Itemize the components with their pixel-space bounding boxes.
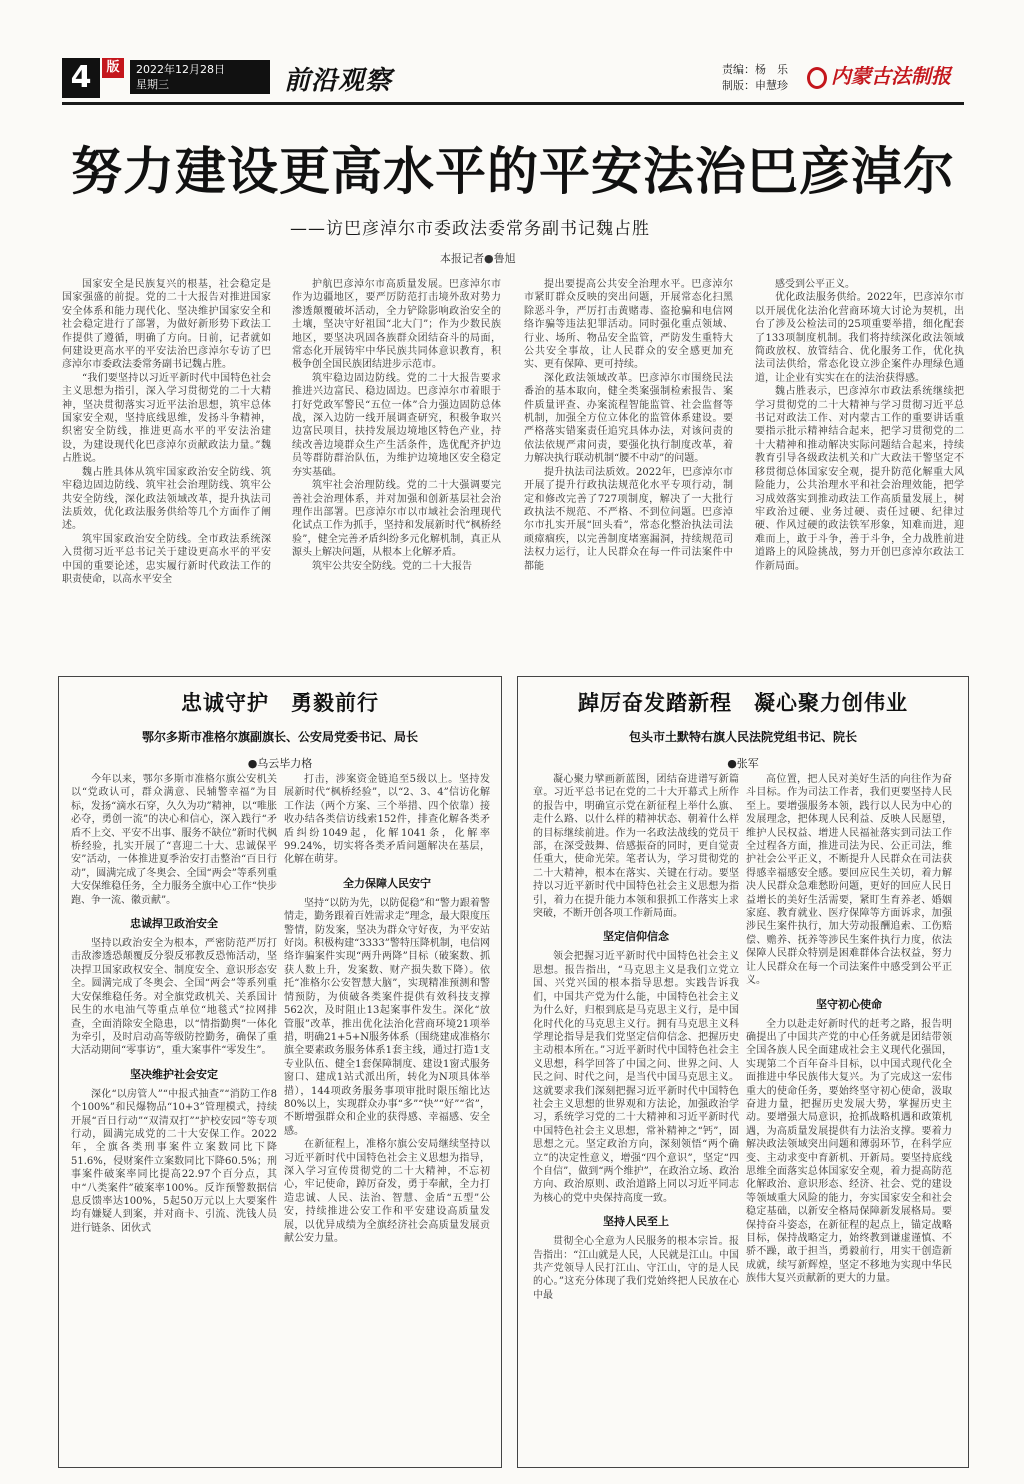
article-paragraph: 魏占胜表示，巴彦淖尔市政法系统继续把学习贯彻党的二十大精神与学习贯彻习近平总书记对政法工作、对内蒙古工作的重要讲话重要指示批示精神结合起来，把学习贯彻党的二十大精神和推动解决实际问题结合起来，持续教育引导各级政法机关和广大政法干警坚定不移贯彻总体国家安全观，提升防范化解重大风险能力，公共治理水平和社会治理效能，把学习成效落实到推动政法工作高质量发展上，树牢政治过硬、业务过硬、责任过硬、纪律过硬、作风过硬的政法铁军形象，知难而进，迎难而上，敢于斗争，善于斗争，全力战胜前进道路上的风险挑战，努力开创巴彦淖尔政法工作新局面。 bbox=[755, 386, 964, 572]
left-box-subtitle: 鄂尔多斯市准格尔旗副旗长、公安局党委书记、局长 bbox=[141, 730, 418, 744]
body-paragraph: 在新征程上，准格尔旗公安局继续坚持以习近平新时代中国特色社会主义思想为指导，深入学习宣传贯彻党的二十大精神，不忘初心，牢记使命，踔厉奋发，勇于奉献，全力打造忠诚、人民、法治、智慧、金盾“五型”公安，持续推进公安工作和平安建设高质量发展，以优异成绩为全旗经济社会高质量发展贡献公安力量。 bbox=[284, 1139, 490, 1244]
section-heading: 忠诚捍卫政治安全 bbox=[130, 917, 218, 931]
right-box-column-1 bbox=[533, 773, 739, 1433]
page-header bbox=[62, 58, 962, 100]
body-paragraph: 高位置，把人民对美好生活的向往作为奋斗目标。作为司法工作者，我们更要坚持人民至上。要增强服务本领，践行以人民为中心的发展理念，把体现人民利益、反映人民愿望，维护人民权益、增进人民福祉落实到司法工作全过程各方面，推进司法为民、公正司法，维护社会公平正义，不断提升人民群众在司法获得感幸福感安全感。要回应民生关切，着力解决人民群众急难愁盼问题，更好的回应人民日益增长的美好生活需要，紧盯生育养老、婚姻家庭、教育就业、医疗保障等方面诉求，加强涉民生案件执行，加大劳动报酬追索、工伤赔偿、赡养、抚养等涉民生案件执行力度，依法保障人民群众特别是困难群体合法权益，努力让人民群众在每一个司法案件中感受到公平正义。 bbox=[746, 774, 952, 987]
article-byline: 本报记者●鲁旭 bbox=[440, 252, 516, 265]
article-body bbox=[62, 278, 964, 643]
body-paragraph: 领会把握习近平新时代中国特色社会主义思想。报告指出，“马克思主义是我们立党立国、兴党兴国的根本指导思想。实践告诉我们，中国共产党为什么能，中国特色社会主义为什么好，归根到底是马克思主义行，是中国化时代化的马克思主义行。拥有马克思主义科学理论指导是我们党坚定信仰信念、把握历史主动根本所在。”习近平新时代中国特色社会主义思想，科学回答了中国之问、世界之问、人民之问、时代之问，是当代中国马克思主义。这就要求我们深刻把握习近平新时代中国特色社会主义思想的世界观和方法论，加强政治学习，系统学习党的二十大精神和习近平新时代中国特色社会主义思想，常补精神之“钙”，固思想之元。坚定政治方向，深刻领悟“两个确立”的决定性意义，增强“四个意识”，坚定“四个自信”，做到“两个维护”，在政治立场、政治方向、政治原则、政治道路上同以习近平同志为核心的党中央保持高度一致。 bbox=[533, 951, 739, 1204]
logo-mark-icon bbox=[807, 67, 827, 89]
header-rule bbox=[62, 102, 964, 105]
editor-name: 责编：杨 乐 bbox=[722, 63, 788, 76]
right-box-subtitle: 包头市土默特右旗人民法院党组书记、院长 bbox=[628, 730, 857, 744]
editor-credits bbox=[722, 62, 788, 94]
ban-label: 版 bbox=[102, 58, 124, 78]
right-box-column-2 bbox=[746, 773, 952, 1433]
article-paragraph: 筑牢国家政治安全防线。全市政法系统深入贯彻习近平总书记关于建设更高水平的平安中国的重要论述，忠实履行新时代政法工作的职责使命，以高水平安全 bbox=[62, 533, 271, 585]
article-paragraph: 筑牢社会治理防线。党的二十大强调要完善社会治理体系，并对加强和创新基层社会治理作出部署。巴彦淖尔市以市域社会治理现代化试点工作为抓手，坚持和发展新时代“枫桥经验”，健全完善矛盾纠纷多元化解机制，真正从源头上解决问题，从根本上化解矛盾。 bbox=[292, 480, 501, 559]
article-paragraph: 深化政法领域改革。巴彦淖尔市围绕民法番治的基本取向，健全类案强制检索报告、案件质量评查、办案流程智能监管、社会监督等机制，加强全方位立体化的监管体系建设。要严格落实错案责任追究具体办法，对该问责的依法依规严肃问责，要强化执行制度改革，着力解决执行联动机制“腰不中动”的问题。 bbox=[524, 372, 733, 465]
left-box-title: 忠诚守护 勇毅前行 bbox=[181, 691, 379, 715]
body-paragraph: 全力以赴走好新时代的赶考之路，报告明确提出了中国共产党的中心任务就是团结带领全国各族人民全面建成社会主义现代化强国，实现第二个百年奋斗目标，以中国式现代化全面推进中华民族伟大复兴。为了完成这一宏伟重大的使命任务，要始终坚守初心使命，汲取奋进力量，把握历史发展大势，掌握历史主动。要增强大局意识，抢抓战略机遇和政策机遇，为高质量发展提供有力法治支撑。要着力解决政法领域突出问题和薄弱环节，在科学应变、主动求变中育新机、开新局。要坚持底线思维全面落实总体国家安全观，着力提高防范化解政治、意识形态、经济、社会、党的建设等领域重大风险的能力，夯实国家安全和社会稳定基础，以新安全格局保障新发展格局。要保持奋斗姿态，在新征程的起点上，锚定战略目标，保持战略定力，始终教到谦虚谨慎、不骄不躁，敢于担当，勇毅前行，用实干创造新成就，续写新辉煌，坚定不移地为实现中华民族伟大复兴贡献新的更大的力量。 bbox=[746, 1018, 952, 1285]
section-heading: 坚持人民至上 bbox=[603, 1215, 669, 1229]
article-column-4 bbox=[755, 278, 964, 643]
article-paragraph: 优化政法服务供给。2022年，巴彦淖尔市以开展优化法治化营商环境大讨论为契机，出台了涉及公检法司的25项重要举措，细化配套了133项制度机制。我们将持续深化政法领域简政放权、放管结合、优化服务工作，优化执法司法供给，常态化设立涉企案件办理绿色通道，让企业有实实在在的法治获得感。 bbox=[755, 292, 964, 384]
date-box bbox=[130, 60, 270, 94]
body-paragraph: 坚持以政治安全为根本，严密防范严厉打击敌渗透恐颠覆反分裂反邪教反恐怖活动，坚决捍卫国家政权安全、制度安全、意识形态安全。圆满完成了冬奥会、全国“两会”等系列重大安保维稳任务。对全旗党政机关、关系国计民生的水电油气等重点单位“地毯式”拉网排查，全面消除安全隐患，以“情指勤舆”一体化为牵引，及时启动高等级防控勤务，确保了重大活动期间“零事访”，重大案事件“零发生”。 bbox=[71, 938, 277, 1057]
section-heading: 坚守初心使命 bbox=[816, 997, 882, 1011]
body-paragraph: 坚持“以防为先，以防促稳”和“警力跟着警情走，勤务跟着百姓需求走”理念，最大限度压警情，防发案，坚决为群众守好夜，为平安站好岗。积极构建“3333”警特压降机制，电信网络诈骗案件实现“两升两降”目标（破案数、抓获人数上升，发案数、财产损失数下降）。依托“准格尔公安智慧大脑”，实现精准预测和警情预防，为侦破各类案件提供有效科技支撑562次，及时阻止13起案事件发生。深化“放管服”改革，推出优化法治化营商环境21项举措，明确21+5+N服务体系（围绕建成准格尔旗全要素政务服务体系1套主线，通过打造1支专业队伍、健全1套保障制度、建设1窗式服务窗口、建成1站式派出所，转化为N项具体举措），144项政务服务事项审批时限压缩比达80%以上，实现群众办事“多”“快”“好”“省”，不断增强群众和企业的获得感、幸福感、安全感。 bbox=[284, 897, 490, 1137]
section-heading: 坚定信仰信念 bbox=[603, 930, 669, 944]
article-paragraph: 提升执法司法质效。2022年，巴彦淖尔市开展了提升行政执法规范化水平专项行动，制定和修改完善了727项制度，解决了一大批行政执法不规范、不严格、不到位问题。巴彦淖尔市扎实开展“回头看”，常态化整治执法司法顽瘴痼疾，以完善制度堵塞漏洞，持续规范司法权力运行，让人民群众在每一件司法案件中都能 bbox=[524, 466, 733, 572]
article-paragraph: 护航巴彦淖尔市高质量发展。巴彦淖尔市作为边疆地区，要严厉防范打击境外敌对势力渗透颠覆破坏活动，全力铲除影响政治安全的土壤，坚决守好祖国“北大门”；作为少数民族地区，要坚决巩固各族群众团结奋斗的局面，常态化开展铸牢中华民族共同体意识教育，积极争创全国民族团结进步示范市。 bbox=[292, 279, 501, 371]
body-paragraph: 打击，涉案资金链追至5级以上。坚持发展新时代“枫桥经验”，以“2、3、4”信访化解工作法（两个方案、三个举措、四个依靠）接收办结各类信访线索152件，排查化解各类矛盾纠纷1049起，化解1041条，化解率99.24%，切实将各类矛盾问题解决在基层，化解在萌芽。 bbox=[284, 774, 490, 866]
body-paragraph: 凝心聚力擘画新蓝图，团结奋进谱写新篇章。习近平总书记在党的二十大开幕式上所作的报告中，明确宣示党在新征程上举什么旗、走什么路、以什么样的精神状态、朝着什么样的目标继续前进。作为一名政法战线的党员干部，在深受鼓舞、倍感振奋的同时，更自觉责任重大，使命光荣。笔者认为，学习贯彻党的二十大精神，根本在落实、关键在行动。要坚持以习近平新时代中国特色社会主义思想为指引，着力在提升能力本领和狠抓工作落实上求突破，不断开创各项工作新局面。 bbox=[533, 774, 739, 920]
section-heading: 全力保障人民安宁 bbox=[343, 876, 431, 890]
page-number: 4 bbox=[62, 58, 100, 98]
article-subtitle: ——访巴彦淖尔市委政法委常务副书记魏占胜 bbox=[290, 219, 650, 239]
article-paragraph: 筑牢稳边固边防线。党的二十大报告要求推进兴边富民、稳边固边。巴彦淖尔市着眼于打好党政军警民“五位一体”合力强边固防总体战，深入边防一线开展调查研究，积极争取兴边富民项目，扶持发展边境地区特色产业，持续改善边境群众生产生活条件，选优配齐护边员等群防群治队伍，为维护边境地区安全稳定夯实基础。 bbox=[292, 372, 501, 478]
article-paragraph: 感受到公平正义。 bbox=[775, 279, 855, 290]
article-paragraph: “我们要坚持以习近平新时代中国特色社会主义思想为指引，深入学习贯彻党的二十大精神，坚决贯彻落实习近平法治思想，筑牢总体国家安全观，坚持底线思维，发扬斗争精神，织密安全防线，推进更高水平的平安法治建设，为建设现代化巴彦淖尔贡献政法力量。”魏占胜说。 bbox=[62, 372, 271, 465]
right-feature-box bbox=[517, 676, 969, 1468]
left-box-author: ●乌云毕力格 bbox=[247, 757, 313, 770]
article-paragraph: 国家安全是民族复兴的根基，社会稳定是国家强盛的前提。党的二十大报告对推进国家安全体系和能力现代化、坚决维护国家安全和社会稳定进行了部署，为做好新形势下政法工作提供了遵循，明确了方向。日前，记者就如何建设更高水平的平安法治巴彦淖尔专访了巴彦淖尔市委政法委常务副书记魏占胜。 bbox=[62, 279, 271, 371]
issue-weekday: 星期三 bbox=[136, 78, 169, 91]
left-box-column-2 bbox=[284, 773, 490, 1433]
right-box-author: ●张军 bbox=[727, 757, 759, 770]
right-box-title: 踔厉奋发踏新程 凝心聚力创伟业 bbox=[578, 691, 908, 715]
maker-name: 制版：申慧珍 bbox=[722, 79, 788, 92]
issue-date: 2022年12月28日 bbox=[136, 63, 225, 76]
article-column-1 bbox=[62, 278, 271, 643]
article-paragraph: 魏占胜具体从筑牢国家政治安全防线、筑牢稳边固边防线、筑牢社会治理防线、筑牢公共安全防线，深化政法领域改革，提升执法司法质效，优化政法服务供给等几个方面作了阐述。 bbox=[62, 466, 271, 532]
body-paragraph: 贯彻全心全意为人民服务的根本宗旨。报告指出：“江山就是人民，人民就是江山。中国共产党领导人民打江山、守江山，守的是人民的心。”这充分体现了我们党始终把人民放在心中最 bbox=[533, 1236, 739, 1301]
left-box-column-1 bbox=[71, 773, 277, 1433]
paper-name: 内蒙古法制报 bbox=[831, 64, 951, 88]
article-title: 努力建设更高水平的平安法治巴彦淖尔 bbox=[70, 142, 955, 202]
article-paragraph: 提出要提高公共安全治理水平。巴彦淖尔市紧盯群众反映的突出问题，开展常态化扫黑除恶斗争，严厉打击黄赌毒、盗抢骗和电信网络诈骗等违法犯罪活动。同时强化重点领域、行业、场所、物品安全监管，严防发生重特大公共安全事故，让人民群众的安全感更加充实、更有保障、更可持续。 bbox=[524, 279, 733, 371]
newspaper-logo bbox=[807, 60, 957, 90]
article-column-2 bbox=[292, 278, 501, 643]
column-name: 前沿观察 bbox=[284, 66, 393, 96]
body-paragraph: 深化“以房管人”“中报式抽查”“消防工作8个100%”和民爆物品“10+3”管理模式，持续开展“百日行动”“双清双打”“护校安园”等专项行动，圆满完成党的二十大安保工作。2022年，全旗各类刑事案件立案数同比下降51.6%，侵财案件立案数同比下降60.5%；刑事案件破案率同比提高22.97个百分点，其中“八类案件”破案率100%。反诈预警数据信息反馈率达100%，5起50万元以上大要案件均有嫌疑人到案，并对商卡、引流、洗钱人员进行链条、团伙式 bbox=[71, 1088, 277, 1234]
article-paragraph: 筑牢公共安全防线。党的二十大报告 bbox=[312, 560, 472, 572]
left-feature-box bbox=[58, 676, 502, 1468]
article-column-3 bbox=[524, 278, 733, 643]
section-heading: 坚决维护社会安定 bbox=[130, 1067, 218, 1081]
body-paragraph: 今年以来，鄂尔多斯市准格尔旗公安机关以“党政认可，群众满意、民辅警幸福”为目标，发扬“滴水石穿，久久为功”精神，以“唯胀必夺，勇创一流”的决心和信心，深入践行“矛盾不上交、平安不出事、服务不缺位”新时代枫桥经验，扎实开展了“喜迎二十大、忠诚保平安”活动，一体推进夏季治安打击整治“百日行动”，圆满完成了冬奥会、全国“两会”等系列重大安保维稳任务，全力服务全旗中心工作“快步跑、争一流、徽贡献”。 bbox=[71, 774, 277, 906]
